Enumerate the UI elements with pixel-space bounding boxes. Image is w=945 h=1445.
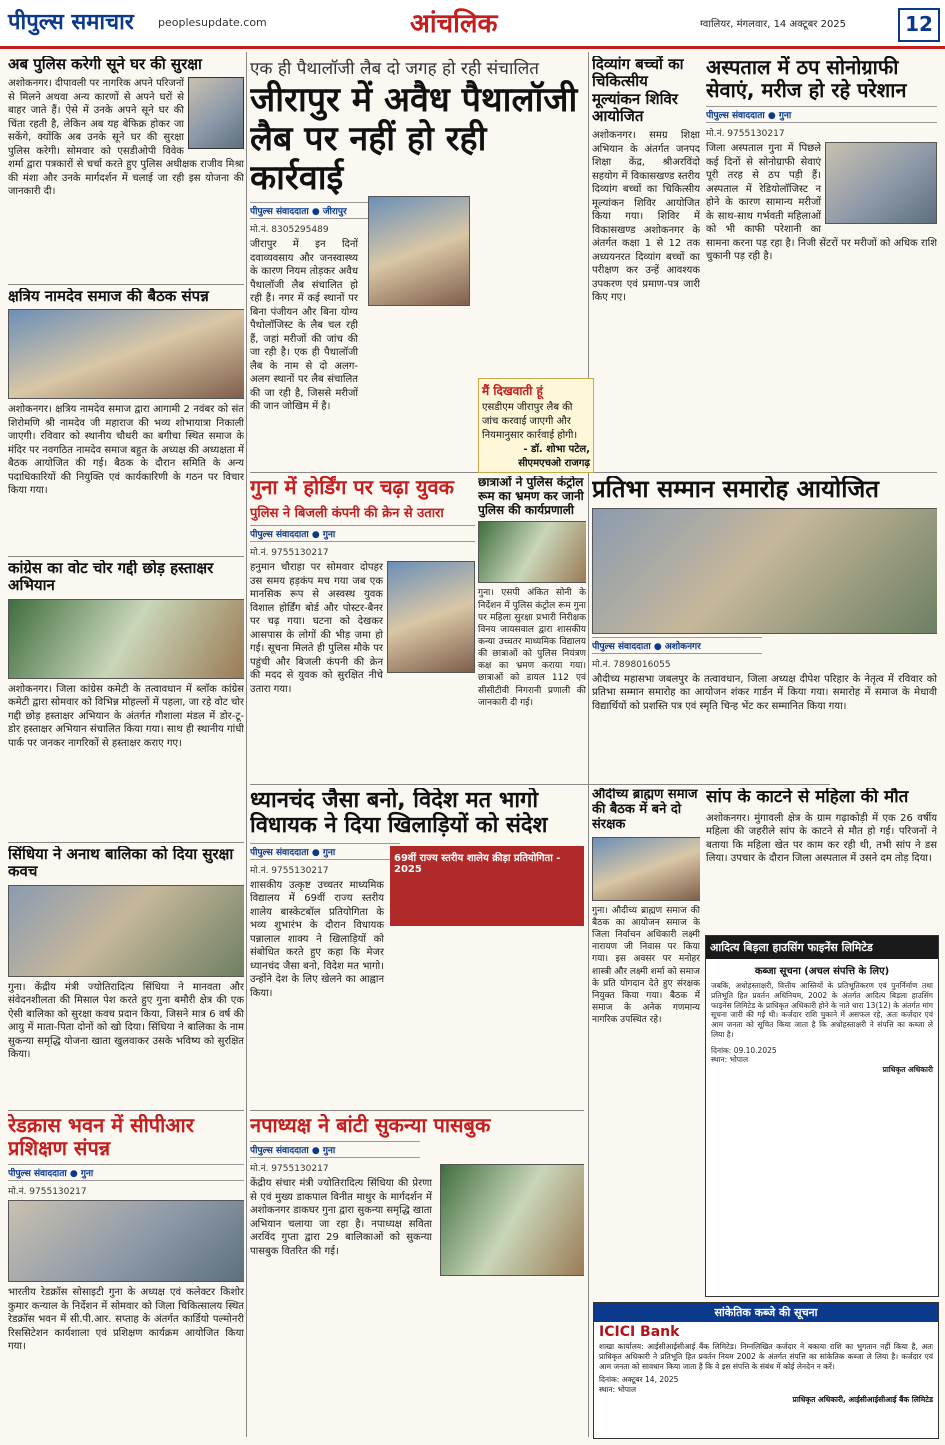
- cpr-photo: [8, 1200, 244, 1282]
- article-body: अशोकनगर। मुंगावली क्षेत्र के ग्राम गढ़ाकोड़ी में एक 26 वर्षीय महिला की जहरीले सांप के काटने से मौत हो गई। परिजनों ने बताया कि महिला खेत पर काम कर रही थी, तभी सांप ने डस लिया। उपचार के दौरान जिला अस्पताल में उसने दम तोड़ दिया।: [706, 812, 937, 865]
- mobile-number: मो.नं. 9755130217: [250, 548, 329, 558]
- column-rule: [246, 52, 247, 1437]
- byline: पीपुल्स संवाददाता ● अशोकनगर: [592, 637, 762, 654]
- notice-place: स्थान: भोपाल: [599, 1385, 637, 1394]
- quote-box: [478, 378, 594, 473]
- site-url[interactable]: peoplesupdate.com: [158, 16, 267, 29]
- story-divyang-camp: [592, 56, 700, 468]
- masthead: [0, 0, 945, 49]
- quote-author: - डॉ. शोभा पटेल, सीएमएचओ राजगढ़: [518, 444, 590, 469]
- notice-body: शाखा कार्यालय: आईसीआईसीआई बैंक लिमिटेड। निम्नलिखित कर्जदार ने बकाया राशि का भुगतान नहीं किया है, अतः प्राधिकृत अधिकारी ने प्रतिभूति हित प्रवर्तन नियम 2002 के अंतर्गत संपत्ति का सांकेतिक कब्जा ले लिया है। कर्जदार एवं आम जनता को सावधान किया जाता है कि वे इस संपत्ति के संबंध में कोई लेनदेन न करें।: [599, 1342, 933, 1371]
- byline: पीपुल्स संवाददाता ● गुना: [8, 1164, 244, 1181]
- story-snake-bite: [706, 788, 937, 928]
- section-rule: [8, 284, 244, 285]
- byline: पीपुल्स संवाददाता ● गुना: [250, 1141, 420, 1158]
- byline: पीपुल्स संवाददाता ● गुना: [250, 843, 400, 860]
- headline: दिव्यांग बच्चों का चिकित्सीय मूल्यांकन शिविर आयोजित: [592, 56, 684, 125]
- story-talent-felicitation: [592, 476, 937, 780]
- headline: अब पुलिस करेगी सूने घर की सुरक्षा: [8, 56, 202, 73]
- crane-photo: [387, 561, 475, 673]
- headline: जीरापुर में अवैध पैथालॉजी लैब पर नहीं हो रही कार्रवाई: [250, 80, 578, 199]
- story-control-room-visit: [478, 476, 586, 780]
- officer-photo: [188, 77, 244, 149]
- section-rule: [250, 1110, 584, 1111]
- headline: रेडक्रास भवन में सीपीआर प्रशिक्षण संपन्न: [8, 1114, 194, 1160]
- story-sonography: [706, 56, 937, 468]
- notice-body: जबकि, अधोहस्ताक्षरी, वित्तीय आस्तियों के प्रतिभूतिकरण एवं पुनर्निर्माण तथा प्रतिभूति हित प्रवर्तन अधिनियम, 2002 के अंतर्गत आदित्य बिड़ला हाउसिंग फाइनेंस लिमिटेड के प्राधिकृत अधिकारी होने के नाते धारा 13(12) के अंतर्गत मांग सूचना जारी की गई थी। कर्जदार राशि चुकाने में असफल रहे, अतः कर्जदार एवं आम जनता को सूचित किया जाता है कि अधोहस्ताक्षरी ने संपत्ति का कब्जा ले लिया है।: [711, 981, 933, 1039]
- brand-logo[interactable]: पीपुल्स समाचार: [8, 10, 134, 35]
- story-sukanya-passbook: [250, 1114, 584, 1437]
- headline: ध्यानचंद जैसा बनो, विदेश मत भागो विधायक ने दिया खिलाड़ियों को संदेश: [250, 788, 548, 839]
- section-rule: [250, 784, 830, 785]
- article-body: अशोकनगर। जिला कांग्रेस कमेटी के तत्वावधान में ब्लॉक कांग्रेस कमेटी द्वारा सोमवार को विभिन्न मोहल्लों में पहला, जा रहे वोट चोर गद्दी छोड़ हस्ताक्षर अभियान के अंतर्गत गौशाला मंडल में डोर-टू-डोर हस्ताक्षर अभियान संचालित किया गया। साथ ही स्थानीय गांधी पार्क पर जनकर नागरिकों से हस्ताक्षर कराए गए।: [8, 683, 244, 749]
- banner-text: 69वीं राज्य स्तरीय शालेय क्रीड़ा प्रतियोगिता - 2025: [394, 853, 561, 875]
- article-body: औदीच्य महासभा जबलपुर के तत्वावधान, जिला अध्यक्ष दीपेश परिहार के नेतृत्व में रविवार को प्रतिभा सम्मान समारोह का आयोजन शंकर गार्डन में किया गया। समारोह में समाज के मेधावी विद्यार्थियों को प्रशस्ति पत्र एवं स्मृति चिन्ह भेंट कर सम्मानित किया गया।: [592, 673, 937, 712]
- section-title: आंचलिक: [410, 9, 498, 39]
- story-empty-house-security: [8, 56, 244, 280]
- campaign-photo: [8, 599, 244, 679]
- notice-signatory: प्राधिकृत अधिकारी: [882, 1065, 933, 1074]
- article-body: केंद्रीय संचार मंत्री ज्योतिरादित्य सिंधिया की प्रेरणा से एवं मुख्य डाकपाल विनीत माथुर के मार्गदर्शन में अशोकनगर डाकघर गुना द्वारा सुकन्या समृद्धि खाता अभियान चलाया जा रहा है। नपाध्यक्ष सविता अरविंद गुप्ता द्वारा 29 बालिकाओं को सुकन्या पासबुक वितरित की गई।: [250, 1178, 432, 1257]
- sports-banner-photo: [390, 846, 584, 926]
- byline: पीपुल्स संवाददाता ● गुना: [706, 106, 937, 123]
- mobile-number: मो.नं. 9755130217: [706, 129, 785, 139]
- notice-place: स्थान: भोपाल: [711, 1055, 749, 1065]
- article-body: शासकीय उत्कृष्ट उच्चतर माध्यमिक विद्यालय में 69वीं राज्य स्तरीय शालेय बास्केटबॉल प्रतियोगिता के भव्य शुभारंभ के दौरान विधायक पन्नालाल शाक्य ने खिलाड़ियों को संबोधित करते हुए कहा कि मेजर ध्यानचंद जैसा बनो, विदेश मत भागो। उन्होंने देश के लिए खेलने का आह्वान किया।: [250, 879, 384, 999]
- notice-header: सांकेतिक कब्जे की सूचना: [594, 1303, 938, 1322]
- felicitation-photo: [592, 508, 937, 634]
- story-hoarding-youth: [250, 476, 475, 780]
- notice-title: कब्जा सूचना (अचल संपत्ति के लिए): [754, 966, 890, 977]
- article-body: हनुमान चौराहा पर सोमवार दोपहर उस समय हड़कंप मच गया जब एक मानसिक रूप से अस्वस्थ युवक विशाल होर्डिंग बोर्ड और पोस्टर-बैनर पर चढ़ गया। घटना को देखकर आसपास के लोगों की भीड़ जमा हो गई। सूचना मिलते ही पुलिस मौके पर पहुंची और बिजली कंपनी की क्रेन की मदद से युवक को सुरक्षित नीचे उतारा गया।: [250, 562, 383, 695]
- mobile-number: मो.नं. 8305295489: [250, 225, 329, 236]
- section-rule: [592, 472, 937, 473]
- story-cpr-training: [8, 1114, 244, 1437]
- students-photo: [478, 521, 586, 583]
- headline: छात्राओं ने पुलिस कंट्रोल रूम का भ्रमण कर जानी पुलिस की कार्यप्रणाली: [478, 476, 584, 517]
- section-rule: [8, 1110, 244, 1111]
- notice-date: दिनांक: अक्टूबर 14, 2025: [599, 1375, 679, 1385]
- scindia-photo: [8, 885, 244, 977]
- story-dhyanchand-message: [250, 788, 584, 1106]
- meeting-photo: [8, 309, 244, 399]
- mobile-number: मो.नं. 9755130217: [8, 1187, 87, 1197]
- headline: औदीच्य ब्राह्मण समाज की बैठक में बने दो संरक्षक: [592, 788, 698, 832]
- story-namdev-samaj: [8, 288, 244, 552]
- page-number: 12: [898, 8, 940, 42]
- article-body: अशोकनगर। क्षत्रिय नामदेव समाज द्वारा आगामी 2 नवंबर को संत शिरोमणि श्री नामदेव जी महाराज की भव्य शोभायात्रा निकाली जाएगी। रविवार को स्थानीय चौधरी का बगीचा स्थित समाज के मंदिर पर नवगठित नामदेव समाज बहुत के अध्यक्ष की अध्यक्षता में बैठक आयोजित की गई। बैठक के दौरान समिति के अन्य पदाधिकारियों की नियुक्ति एवं कार्यकारिणी के गठन पर विचार किया गया।: [8, 404, 244, 497]
- possession-notice-icici: [593, 1302, 939, 1439]
- story-congress-campaign: [8, 560, 244, 838]
- headline: क्षत्रिय नामदेव समाज की बैठक संपन्न: [8, 288, 209, 305]
- hospital-photo: [825, 142, 937, 224]
- headline: सिंधिया ने अनाथ बालिका को दिया सुरक्षा कवच: [8, 846, 234, 881]
- article-body: गुना। औदीच्य ब्राह्मण समाज की बैठक का आयोजन समाज के जिला निर्वाचन अधिकारी लक्ष्मी नारायण जी निवास पर किया गया। इस अवसर पर मनोहर शास्त्री और लक्ष्मी शर्मा को समाज के प्रति योगदान देते हुए संरक्षक नियुक्त किया गया। बैठक में समाज के अनेक गणमान्य नागरिक उपस्थित रहे।: [592, 905, 700, 1026]
- story-audichya-meeting: [592, 788, 700, 1106]
- dateline: ग्वालियर, मंगलवार, 14 अक्टूबर 2025: [700, 19, 847, 30]
- headline: गुना में होर्डिंग पर चढ़ा युवक: [250, 476, 455, 499]
- notice-date: दिनांक: 09.10.2025: [711, 1045, 777, 1055]
- mobile-number: मो.नं. 9755130217: [250, 865, 329, 876]
- byline: पीपुल्स संवाददाता ● जीरापुर: [250, 202, 420, 219]
- quote-title: मैं दिखवाती हूं: [482, 384, 543, 398]
- lab-photo: [368, 196, 470, 306]
- article-body: जीरापुर में इन दिनों दवाव्यवसाय और जनस्वास्थ्य के कारण नियम तोड़कर अवैध पैथालॉजी लैब संचालित हो रही हैं। नगर में कई स्थानों पर बिना पंजीयन और बिना योग्य पैथोलॉजिस्ट के लैब चल रही हैं, जहां मरीजों की जांच की जा रही है। एक ही पैथालॉजी लैब के नाम से दो अलग-अलग स्थानों पर लैब संचालित की जा रही है, जिससे मरीजों की जान जोखिम में है।: [250, 239, 358, 413]
- article-body: अशोकनगर। समग्र शिक्षा अभियान के अंतर्गत जनपद शिक्षा केंद्र, श्रीअरविंदो सहयोग में विकासखण्ड स्तरीय दिव्यांग बच्चों का चिकित्सीय मूल्यांकन शिविर आयोजित किया गया। शिविर में विकासखण्ड अशोकनगर के अंतर्गत कक्षा 1 से 12 तक अध्ययनरत दिव्यांग बच्चों का परीक्षण कर उन्हें आवश्यक उपकरण एवं प्रमाण-पत्र जारी किए गए।: [592, 130, 700, 303]
- article-body: जिला अस्पताल गुना में पिछले कई दिनों से सोनोग्राफी सेवाएं पूरी तरह से ठप पड़ी हैं। अस्पताल में रेडियोलॉजिस्ट न होने के कारण सामान्य मरीजों के साथ-साथ गर्भवती महिलाओं को भी काफी परेशानी का सामना करना पड़ रहा है। निजी सेंटरों पर मरीजों को अधिक राशि चुकानी पड़ रही है।: [706, 143, 937, 262]
- notice-company: आदित्य बिड़ला हाउसिंग फाइनेंस लिमिटेड: [706, 936, 938, 959]
- headline: नपाध्यक्ष ने बांटी सुकन्या पासबुक: [250, 1114, 491, 1137]
- column-rule: [588, 52, 589, 1437]
- headline: प्रतिभा सम्मान समारोह आयोजित: [592, 476, 879, 503]
- passbook-photo: [440, 1164, 584, 1276]
- byline: पीपुल्स संवाददाता ● गुना: [250, 525, 475, 542]
- headline: कांग्रेस का वोट चोर गद्दी छोड़ हस्ताक्षर अभियान: [8, 560, 214, 595]
- meeting-photo: [592, 837, 700, 901]
- bank-logo: ICICI Bank: [599, 1324, 680, 1340]
- section-rule: [8, 842, 244, 843]
- notice-signatory: प्राधिकृत अधिकारी, आईसीआईसीआई बैंक लिमिटेड: [792, 1394, 933, 1404]
- possession-notice-aditya-birla: [705, 935, 939, 1297]
- headline: अस्पताल में ठप सोनोग्राफी सेवाएं, मरीज हो रहे परेशान: [706, 56, 907, 102]
- article-body: भारतीय रेडक्रॉस सोसाइटी गुना के अध्यक्ष एवं कलेक्टर किशोर कुमार कन्याल के निर्देशन में सोमवार को जिला चिकित्सालय स्थित रेडक्रॉस भवन में सी.पी.आर. सप्ताह के अंतर्गत कार्डियो पल्मोनरी रिससिटेशन कार्यशाला एवं प्रशिक्षण कार्यक्रम आयोजित किया गया।: [8, 1287, 244, 1352]
- article-body: गुना। एसपी अंकित सोनी के निर्देशन में पुलिस कंट्रोल रूम गुना पर महिला सुरक्षा प्रभारी निरीक्षक विनय जायसवाल द्वारा शासकीय कन्या उच्चतर माध्यमिक विद्यालय की छात्राओं को पुलिस नियंत्रण कक्ष का भ्रमण कराया गया। छात्राओं को डायल 112 एवं सीसीटीवी निगरानी प्रणाली की जानकारी दी गई।: [478, 588, 586, 708]
- kicker: एक ही पैथालॉजी लैब दो जगह हो रही संचालित: [250, 59, 539, 79]
- quote-text: एसडीएम जीरापुर लैब की जांच करवाई जाएगी और नियमानुसार कार्रवाई होगी।: [482, 402, 578, 441]
- section-rule: [8, 556, 244, 557]
- mobile-number: मो.नं. 9755130217: [250, 1164, 329, 1174]
- subhead: पुलिस ने बिजली कंपनी की क्रेन से उतारा: [250, 506, 444, 521]
- article-body: अशोकनगर। दीपावली पर नागरिक अपने परिजनों से मिलने अथवा अन्य कारणों से अपने घरों से बाहर जाते हैं। ऐसे में उनके अपने सूने घर की चिंता रहती है, लेकिन अब यह बेफिक्र होकर जा सकेंगे, क्योंकि अब उनके सूने घर की सुरक्षा पुलिस करेगी। सोमवार को एसडीओपी विवेक शर्मा द्वारा पत्रकारों से चर्चा करते हुए पुलिस अधीक्षक राजीव मिश्रा की मंशा और उनके मार्गदर्शन में चलाई जा रही इस योजना की जानकारी दी।: [8, 78, 244, 198]
- article-body: गुना। केंद्रीय मंत्री ज्योतिरादित्य सिंधिया ने मानवता और संवेदनशीलता की मिसाल पेश करते हुए गुना बमौरी क्षेत्र की एक ऐसी बालिका को सुरक्षा कवच प्रदान किया, जिसने मात्र 6 वर्ष की आयु में माता-पिता दोनों को खो दिया। सिंधिया ने बालिका के नाम सुकन्या समृद्धि योजना खाता खुलवाकर उसके भविष्य को सुरक्षित किया।: [8, 981, 244, 1060]
- mobile-number: मो.नं. 7898016055: [592, 659, 671, 670]
- story-scindia-girl: [8, 846, 244, 1106]
- headline: सांप के काटने से महिला की मौत: [706, 788, 909, 807]
